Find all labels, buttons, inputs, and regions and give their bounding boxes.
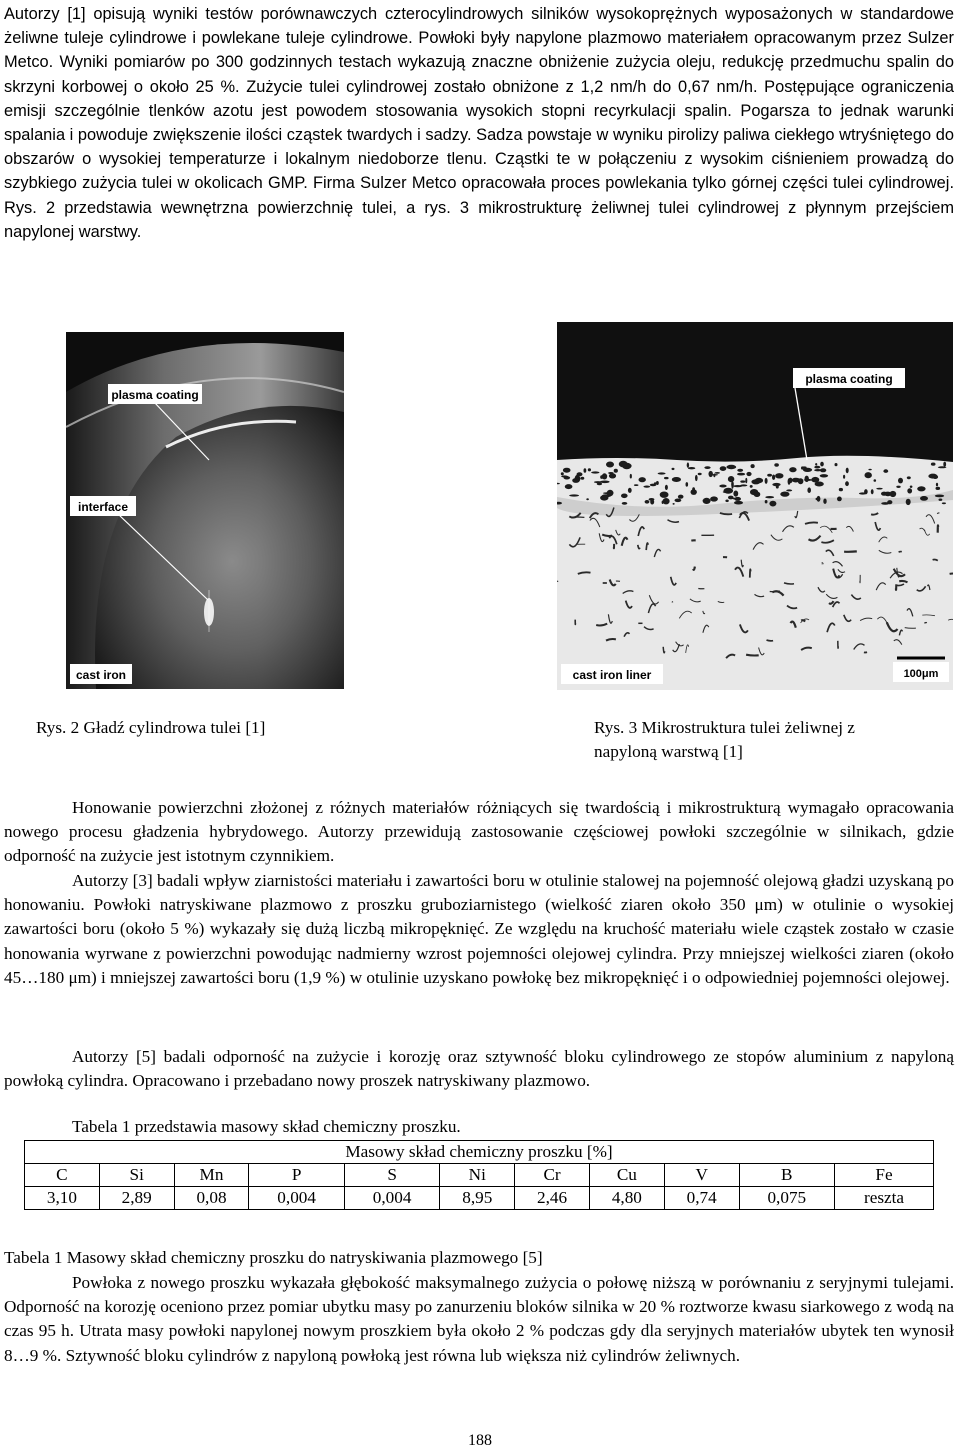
label-interface: interface xyxy=(77,500,129,514)
table-cell: reszta xyxy=(835,1187,934,1210)
coating-pore xyxy=(871,489,874,494)
coating-pore xyxy=(698,473,702,475)
graphite-flake xyxy=(899,552,902,553)
table-cell: Si xyxy=(99,1164,174,1187)
coating-pore xyxy=(788,478,791,485)
label-plasma-coating-micro: plasma coating xyxy=(805,372,893,386)
coating-pore xyxy=(726,465,736,469)
coating-pore xyxy=(678,495,684,499)
coating-pore xyxy=(563,468,571,473)
coating-pore xyxy=(673,503,675,505)
coating-pore xyxy=(896,486,900,488)
table-row-values xyxy=(25,1187,934,1210)
coating-pore xyxy=(839,488,843,491)
coating-pore xyxy=(734,501,743,505)
table-cell: 0,74 xyxy=(664,1187,739,1210)
coating-pore xyxy=(884,492,891,497)
coating-pore xyxy=(931,463,936,466)
coating-pore xyxy=(695,475,698,481)
paragraph-aluminium: Autorzy [5] badali odporność na zużycie i korozję oraz sztywność bloku cylindrowego ze stopów aluminium z napyloną powłoką cylindra. Opracowano i przebadano nowy proszek natryskiwany plazmowo. xyxy=(4,1047,954,1091)
coating-pore xyxy=(725,500,728,503)
table-cell: Cr xyxy=(515,1164,590,1187)
coating-pore xyxy=(581,477,585,480)
coating-pore xyxy=(775,473,783,478)
label-plasma-coating: plasma coating xyxy=(111,388,199,402)
coating-pore xyxy=(564,476,571,479)
table-cell: 2,46 xyxy=(515,1187,590,1210)
coating-pore xyxy=(786,489,792,491)
coating-pore xyxy=(820,474,828,477)
coating-pore xyxy=(606,462,614,468)
coating-pore xyxy=(935,495,944,498)
scale-bar-label: 100μm xyxy=(903,668,939,680)
coating-pore xyxy=(561,472,564,475)
table-cell: 4,80 xyxy=(589,1187,664,1210)
coating-pore xyxy=(751,464,755,468)
coating-pore xyxy=(645,500,650,504)
table-cell: S xyxy=(344,1164,439,1187)
coating-pore xyxy=(865,472,872,478)
coating-pore xyxy=(845,481,849,486)
coating-pore xyxy=(898,478,903,484)
coating-pore xyxy=(814,466,820,469)
figure-3-caption-line1: Rys. 3 Mikrostruktura tulei żeliwnej z xyxy=(594,718,855,737)
coating-pore xyxy=(754,492,761,497)
coating-pore xyxy=(906,499,911,505)
coating-pore xyxy=(745,478,747,483)
graphite-flake xyxy=(924,623,927,624)
coating-pore xyxy=(704,466,710,469)
coating-pore xyxy=(835,463,838,466)
paragraph-boron: Autorzy [3] badali wpływ ziarnistości materiału i zawartości boru w otulinie stalowej na pojemność olejową gładzi uzyskaną po honowaniu. Powłoki natryskiwane plazmowo z proszku gruboziarnistego (wielkość ziaren około 350 μm) w otulinie o wysokiej zawartości boru (około 5 %) wykazały się dużą liczbą mikropęknięć. Ze względu na kruchość materiału wiele cząstek zostało w czasie honowania wyrwane z powierzchni powodując nadmierny wzrost pojemności olejowej cylindra. Przy mniejszej wielkości ziaren (około 45…180 μm) i mniejszej zawartości boru (1,9 %) w otulinie uzyskano powłokę bez mikropęknięć i o odpowiedniej pojemności olejowej. xyxy=(4,871,954,987)
coating-pore xyxy=(811,477,819,483)
coating-pore xyxy=(917,486,925,491)
coating-pore xyxy=(910,486,913,488)
coating-pore xyxy=(609,473,616,478)
coating-pore xyxy=(650,499,654,504)
coating-pore xyxy=(816,498,820,500)
coating-pore xyxy=(732,498,738,500)
table-cell: P xyxy=(249,1164,344,1187)
table-cell: 2,89 xyxy=(99,1187,174,1210)
coating-pore xyxy=(577,472,583,476)
coating-pore xyxy=(594,481,602,483)
coating-pore xyxy=(634,484,639,486)
table-cell: 0,08 xyxy=(174,1187,249,1210)
table-cell: V xyxy=(664,1164,739,1187)
coating-pore xyxy=(728,476,734,482)
graphite-flake xyxy=(801,620,805,621)
coating-pore xyxy=(803,468,812,472)
graphite-flake xyxy=(746,655,759,656)
coating-pore xyxy=(887,500,892,504)
coating-pore xyxy=(658,472,666,474)
coating-pore xyxy=(720,466,727,471)
table-header: Masowy skład chemiczny proszku [%] xyxy=(25,1141,934,1164)
figure-cylinder-surface xyxy=(66,332,344,689)
coating-pore xyxy=(715,472,720,474)
coating-pore xyxy=(750,485,753,488)
coating-pore xyxy=(876,488,882,490)
coating-pore xyxy=(772,475,775,480)
coating-pore xyxy=(780,492,789,497)
coating-pore xyxy=(660,492,669,498)
coating-pore xyxy=(639,477,646,482)
figure-microstructure xyxy=(557,322,953,690)
table-cell: Mn xyxy=(174,1164,249,1187)
coating-pore xyxy=(823,499,826,504)
coating-pore xyxy=(837,497,842,502)
coating-pore xyxy=(643,486,650,488)
coating-pore xyxy=(586,498,589,500)
coating-pore xyxy=(740,480,745,482)
coating-pore xyxy=(907,476,911,479)
coating-pore xyxy=(936,483,938,487)
coating-pore xyxy=(691,489,697,495)
composition-table xyxy=(24,1140,934,1210)
label-cast-iron: cast iron xyxy=(75,668,127,682)
coating-pore xyxy=(565,484,573,489)
coating-pore xyxy=(663,498,670,504)
table-cell: 8,95 xyxy=(440,1187,515,1210)
table-cell: C xyxy=(25,1164,100,1187)
coating-pore xyxy=(737,473,745,476)
coating-pore xyxy=(936,487,941,490)
page-number: 188 xyxy=(468,1432,492,1449)
coating-pore xyxy=(584,468,587,473)
coating-pore xyxy=(569,494,579,496)
coating-pore xyxy=(588,468,591,471)
coating-pore xyxy=(731,483,733,489)
coating-pore xyxy=(733,491,738,497)
coating-pore xyxy=(703,498,711,504)
coating-pore xyxy=(665,485,668,490)
coating-pore xyxy=(868,469,871,471)
coating-pore xyxy=(767,474,772,477)
paragraph-results: Powłoka z nowego proszku wykazała głębokość maksymalnego zużycia o połowę niższą w porównaniu z seryjnymi tulejami. Odporność na korozję oceniono przez pomiar ubytku masy po zanurzeniu bloków silnika w 20 % roztworze kwasu siarkowego z wodą na czas 95 h. Utrata masy powłoki napylonej nowym proszkiem była około 2 % podczas gdy dla seryjnych materiałów ubytek ten wynosił 8…9 %. Sztywność bloku cylindrów z napyloną powłoką jest równa lub większa niż cylindrów żeliwnych. xyxy=(4,1273,954,1365)
coating-pore xyxy=(765,496,774,498)
table-intro: Tabela 1 przedstawia masowy skład chemiczny proszku. xyxy=(72,1117,461,1136)
coating-pore xyxy=(798,478,804,484)
coating-pore xyxy=(805,476,809,482)
coating-pore xyxy=(710,496,718,501)
table-cell: Cu xyxy=(589,1164,664,1187)
figure-3-caption-line2: napyloną warstwą [1] xyxy=(594,742,743,761)
coating-pore xyxy=(920,496,928,501)
table-row-elements xyxy=(25,1164,934,1187)
coating-pore xyxy=(755,478,763,483)
coating-pore xyxy=(711,474,718,476)
graphite-flake xyxy=(899,581,907,582)
coating-pore xyxy=(591,471,599,473)
coating-pore xyxy=(820,462,824,467)
table-cell: 3,10 xyxy=(25,1187,100,1210)
coating-pore xyxy=(789,467,796,472)
table-cell: 0,075 xyxy=(739,1187,834,1210)
coating-pore xyxy=(602,473,607,479)
coating-pore xyxy=(874,479,877,482)
coating-pore xyxy=(688,467,695,469)
coating-pore xyxy=(859,492,867,494)
coating-pore xyxy=(774,463,779,466)
coating-pore xyxy=(675,499,682,503)
coating-pore xyxy=(765,500,768,503)
coating-pore xyxy=(883,469,888,473)
coating-pore xyxy=(719,485,726,488)
coating-pore xyxy=(765,478,768,484)
label-cast-iron-liner: cast iron liner xyxy=(572,668,652,682)
coating-pore xyxy=(815,463,817,466)
table-cell: Ni xyxy=(440,1164,515,1187)
coating-pore xyxy=(628,488,632,493)
table-caption: Tabela 1 Masowy skład chemiczny proszku do natryskiwania plazmowego [5] xyxy=(4,1248,543,1267)
coating-pore xyxy=(630,474,632,479)
coating-pore xyxy=(843,475,845,479)
figure-2-caption: Rys. 2 Gładź cylindrowa tulei [1] xyxy=(36,718,266,737)
coating-pore xyxy=(709,471,713,477)
coating-pore xyxy=(772,483,780,486)
coating-pore xyxy=(942,502,946,504)
coating-pore xyxy=(740,484,747,486)
coating-pore xyxy=(943,462,946,467)
coating-pore xyxy=(607,490,614,496)
paragraph-intro: Autorzy [1] opisują wyniki testów porównawczych czterocylindrowych silników wysokoprężnych wyposażonych w standardowe żeliwne tuleje cylindrowe i powlekane tuleje cylindrowe. Powłoki były napylone plazmowo materiałem opracowanym przez Sulzer Metco. Wyniki pomiarów po 300 godzinnych testach wykazują znaczne obniżenie zużycia oleju, redukcję przedmuchu spalin do skrzyni korbowej o około 25 %. Zużycie tulei cylindrowej zostało obniżone z 1,2 nm/h do 0,67 nm/h. Postępujące ograniczenia emisji szczególnie tlenków azotu jest powodem stosowania wysokich stopni recyrkulacji spalin. Pogarsza to jednak warunki spalania i powoduje zwiększenie ilości cząstek twardych i sadzy. Sadza powstaje w wyniku pirolizy paliwa ciekłego wtryśniętego do obszarów o wysokiej temperaturze i lokalnym niedoborze tlenu. Cząstki te w połączeniu z wysokim ciśnieniem prowadzą do szybkiego zużycia tulei w okolicach GMP. Firma Sulzer Metco opracowała proces powlekania tylko górnej części tulei cylindrowej. Rys. 2 przedstawia wewnętrzna powierzchnię tulei, a rys. 3 mikrostrukturę żeliwnej tulei cylindrowej z płynnym przejściem napylonej warstwy. xyxy=(4,5,954,241)
paragraph-honing: Honowanie powierzchni złożonej z różnych materiałów różniących się twardością i mikrostrukturą wymagało opracowania nowego procesu gładzenia hybrydowego. Autorzy przewidują zastosowanie częściowej powłoki szczególnie w silnikach, gdzie odporność na zużycie jest istotnym czynnikiem. xyxy=(4,798,954,866)
table-cell: B xyxy=(739,1164,834,1187)
coating-pore xyxy=(737,469,743,472)
coating-pore xyxy=(686,482,689,487)
coating-pore xyxy=(939,499,943,501)
coating-pore xyxy=(804,479,813,481)
coating-pore xyxy=(907,488,912,493)
coating-pore xyxy=(846,468,849,474)
coating-pore xyxy=(746,472,751,476)
coating-pore xyxy=(723,491,731,493)
coating-pore xyxy=(687,462,689,467)
table-cell: 0,004 xyxy=(344,1187,439,1210)
coating-pore xyxy=(769,501,776,507)
coating-pore xyxy=(621,494,628,499)
table-cell: Fe xyxy=(835,1164,934,1187)
coating-pore xyxy=(814,469,821,471)
table-cell: 0,004 xyxy=(249,1187,344,1210)
coating-pore xyxy=(600,495,608,501)
graphite-flake xyxy=(767,640,774,641)
graphite-flake xyxy=(750,569,751,577)
coating-pore xyxy=(672,477,681,482)
coating-pore xyxy=(928,474,937,479)
coating-pore xyxy=(614,469,618,473)
coating-pore xyxy=(622,502,628,505)
coating-pore xyxy=(664,477,669,479)
graphite-flake xyxy=(933,560,938,561)
coating-pore xyxy=(619,461,628,468)
coating-pore xyxy=(938,466,947,468)
coating-pore xyxy=(672,468,675,470)
coating-pore xyxy=(654,482,657,484)
coating-pore xyxy=(807,487,811,493)
